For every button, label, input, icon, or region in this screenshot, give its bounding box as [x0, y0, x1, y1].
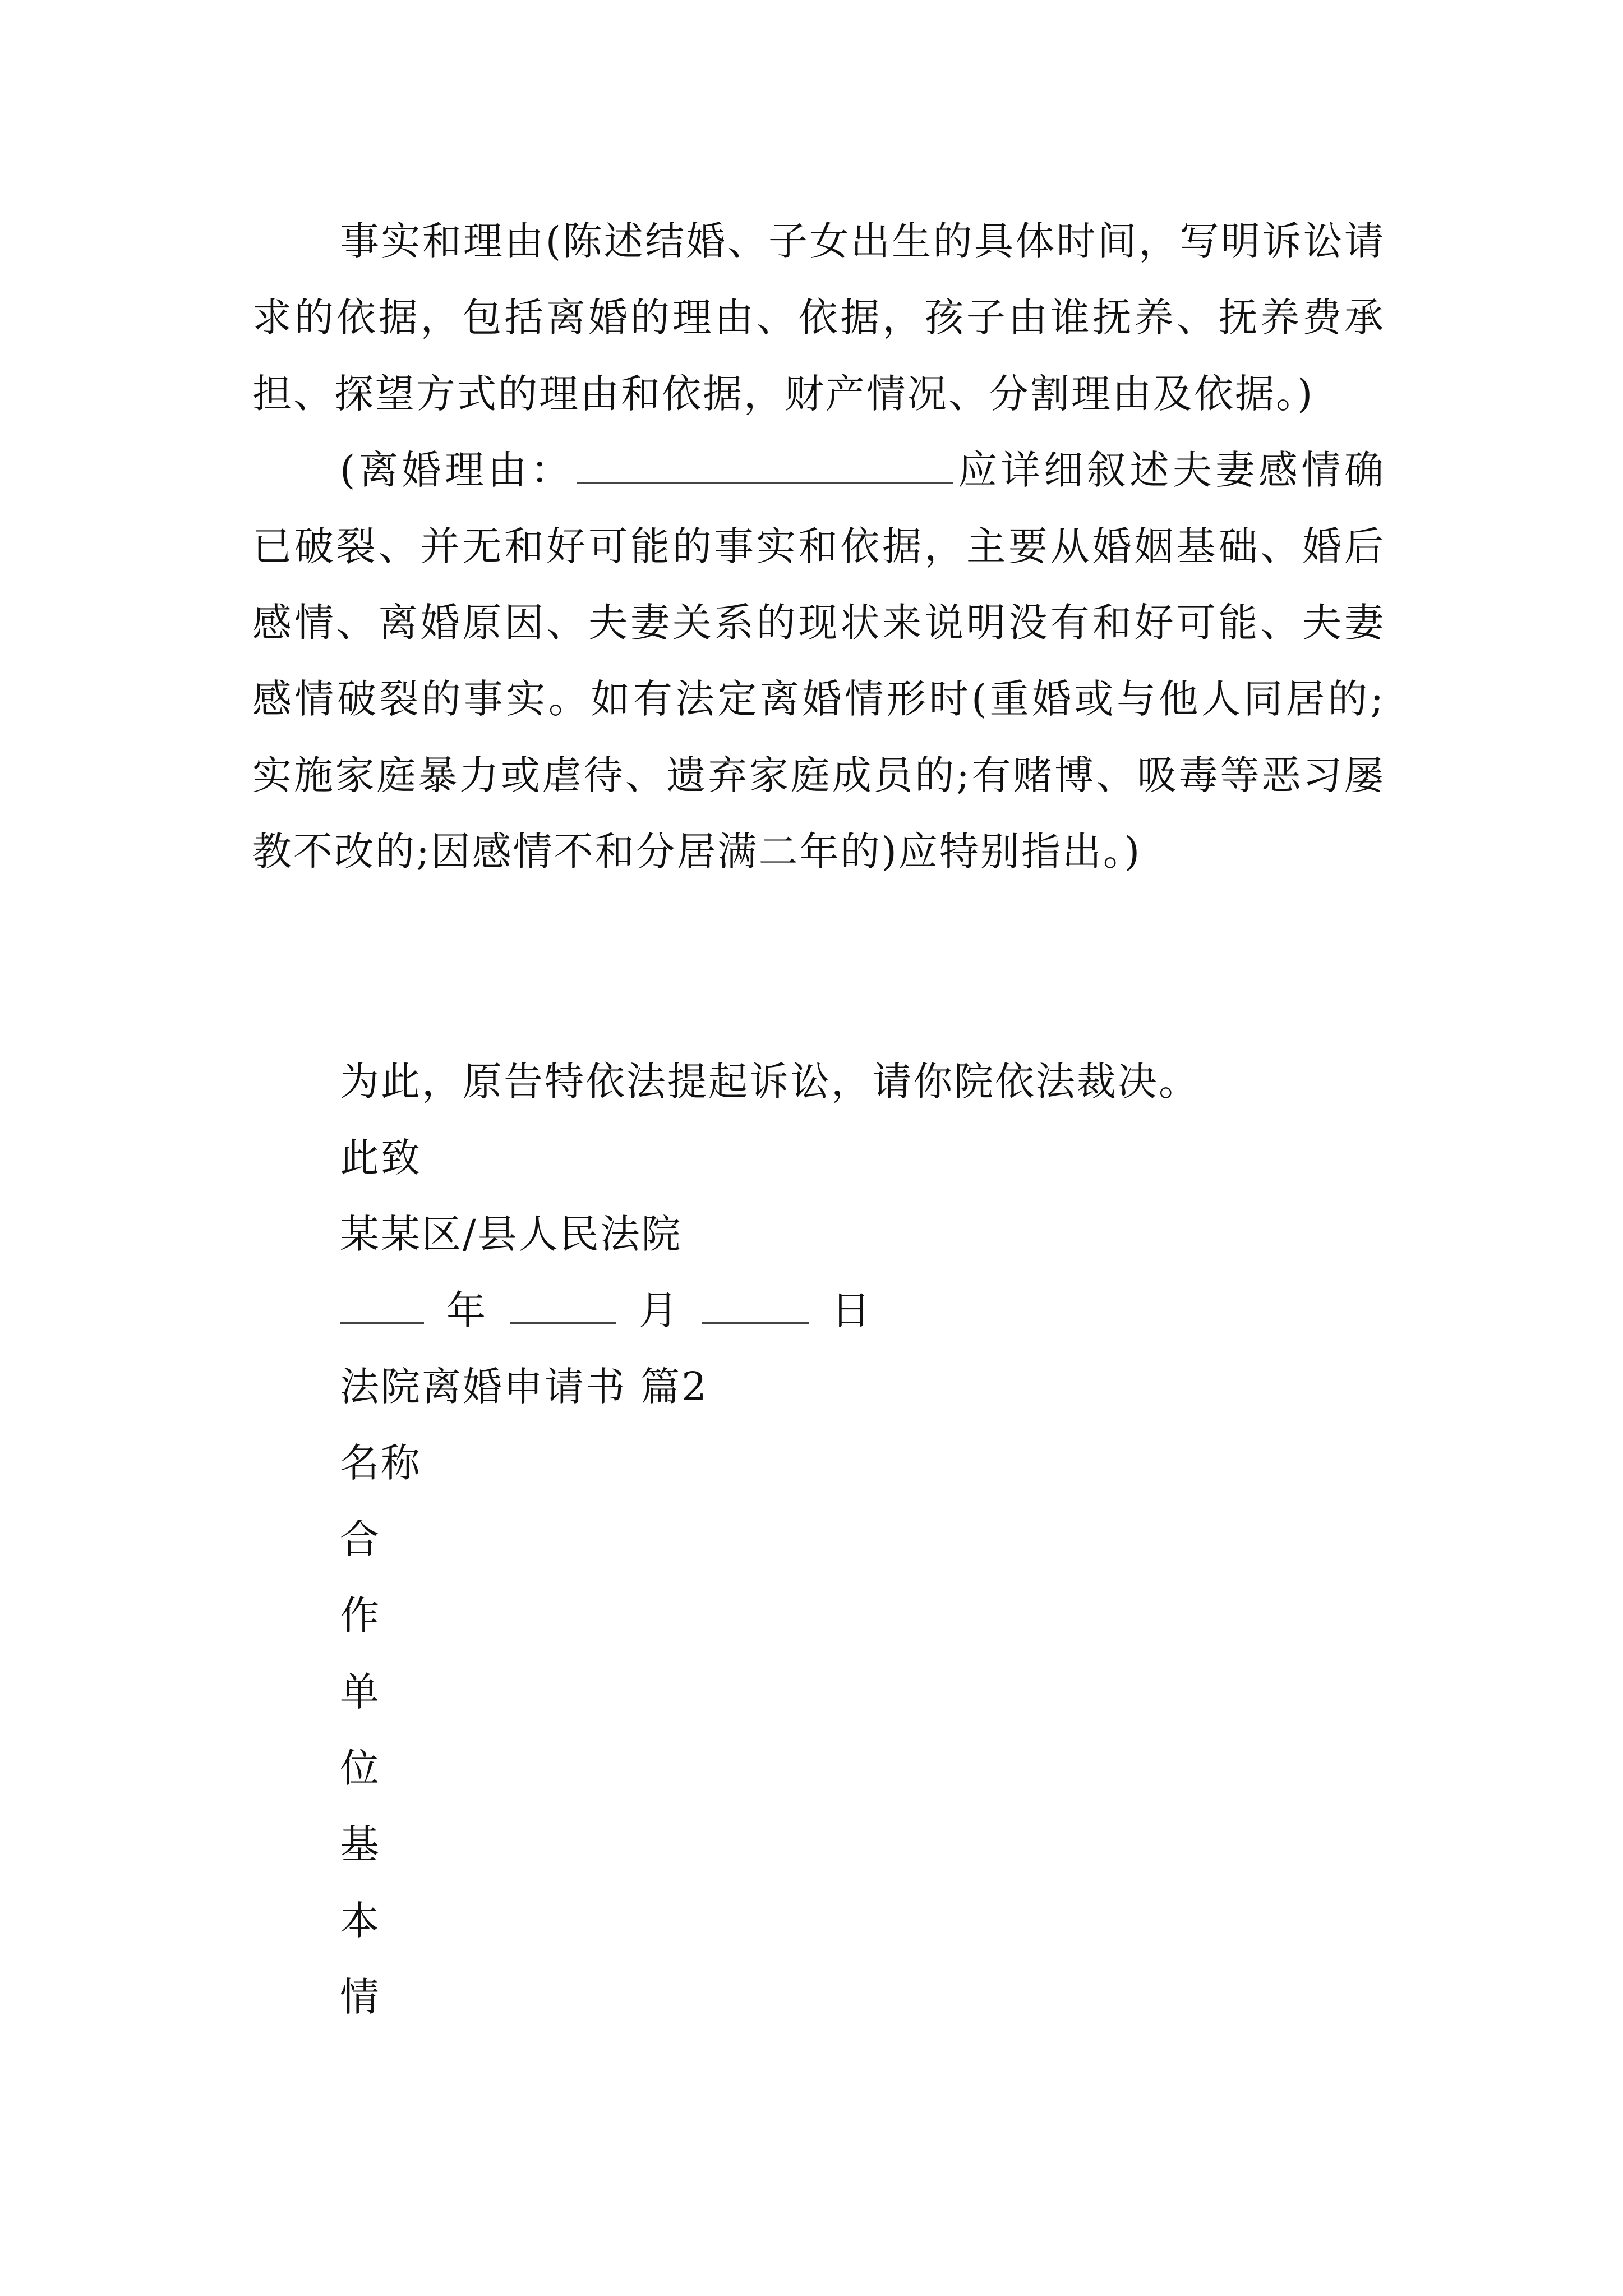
vertical-line-3: 作	[340, 1593, 381, 1639]
month-label: 月	[639, 1287, 680, 1333]
day-label: 日	[831, 1287, 872, 1333]
year-blank[interactable]	[340, 1290, 424, 1324]
vertical-line-2: 合	[340, 1516, 381, 1562]
reason-text: 应详细叙述夫妻感情确已破裂、并无和好可能的事实和依据，主要从婚姻基础、婚后感情、离婚原因、夫妻关系的现状来说明没有和好可能、夫妻感情破裂的事实。如有法定离婚情形时(重婚或与他人同居的;实施家庭暴力或虐待、遗弃家庭成员的;有赌博、吸毒等恶习屡教不改的;因感情不和分居满二年的)应特别指出。)	[252, 447, 1386, 875]
facts-paragraph: 事实和理由(陈述结婚、子女出生的具体时间，写明诉讼请求的依据，包括离婚的理由、依据，孩子由谁抚养、抚养费承担、探望方式的理由和依据，财产情况、分割理由及依据。)	[252, 218, 1385, 417]
reason-blank[interactable]	[577, 449, 953, 484]
date-line	[340, 1272, 872, 1349]
vertical-line-1: 名称	[340, 1440, 422, 1486]
salutation: 此致	[340, 1135, 422, 1181]
body-text	[252, 203, 1385, 890]
closing-statement: 为此，原告特依法提起诉讼，请你院依法裁决。	[340, 1059, 1200, 1105]
reason-prefix: (离婚理由：	[340, 447, 574, 493]
vertical-line-6: 基	[340, 1821, 381, 1867]
vertical-line-4: 单	[340, 1669, 381, 1715]
reason-paragraph	[252, 432, 1385, 890]
court-name: 某某区/县人民法院	[340, 1211, 683, 1257]
month-blank[interactable]	[510, 1290, 616, 1324]
vertical-line-5: 位	[340, 1745, 381, 1791]
day-blank[interactable]	[702, 1290, 809, 1324]
year-label: 年	[446, 1287, 487, 1333]
section-title: 法院离婚申请书 篇2	[340, 1364, 708, 1410]
vertical-line-7: 本	[340, 1898, 381, 1944]
vertical-line-8: 情	[340, 1974, 381, 2020]
